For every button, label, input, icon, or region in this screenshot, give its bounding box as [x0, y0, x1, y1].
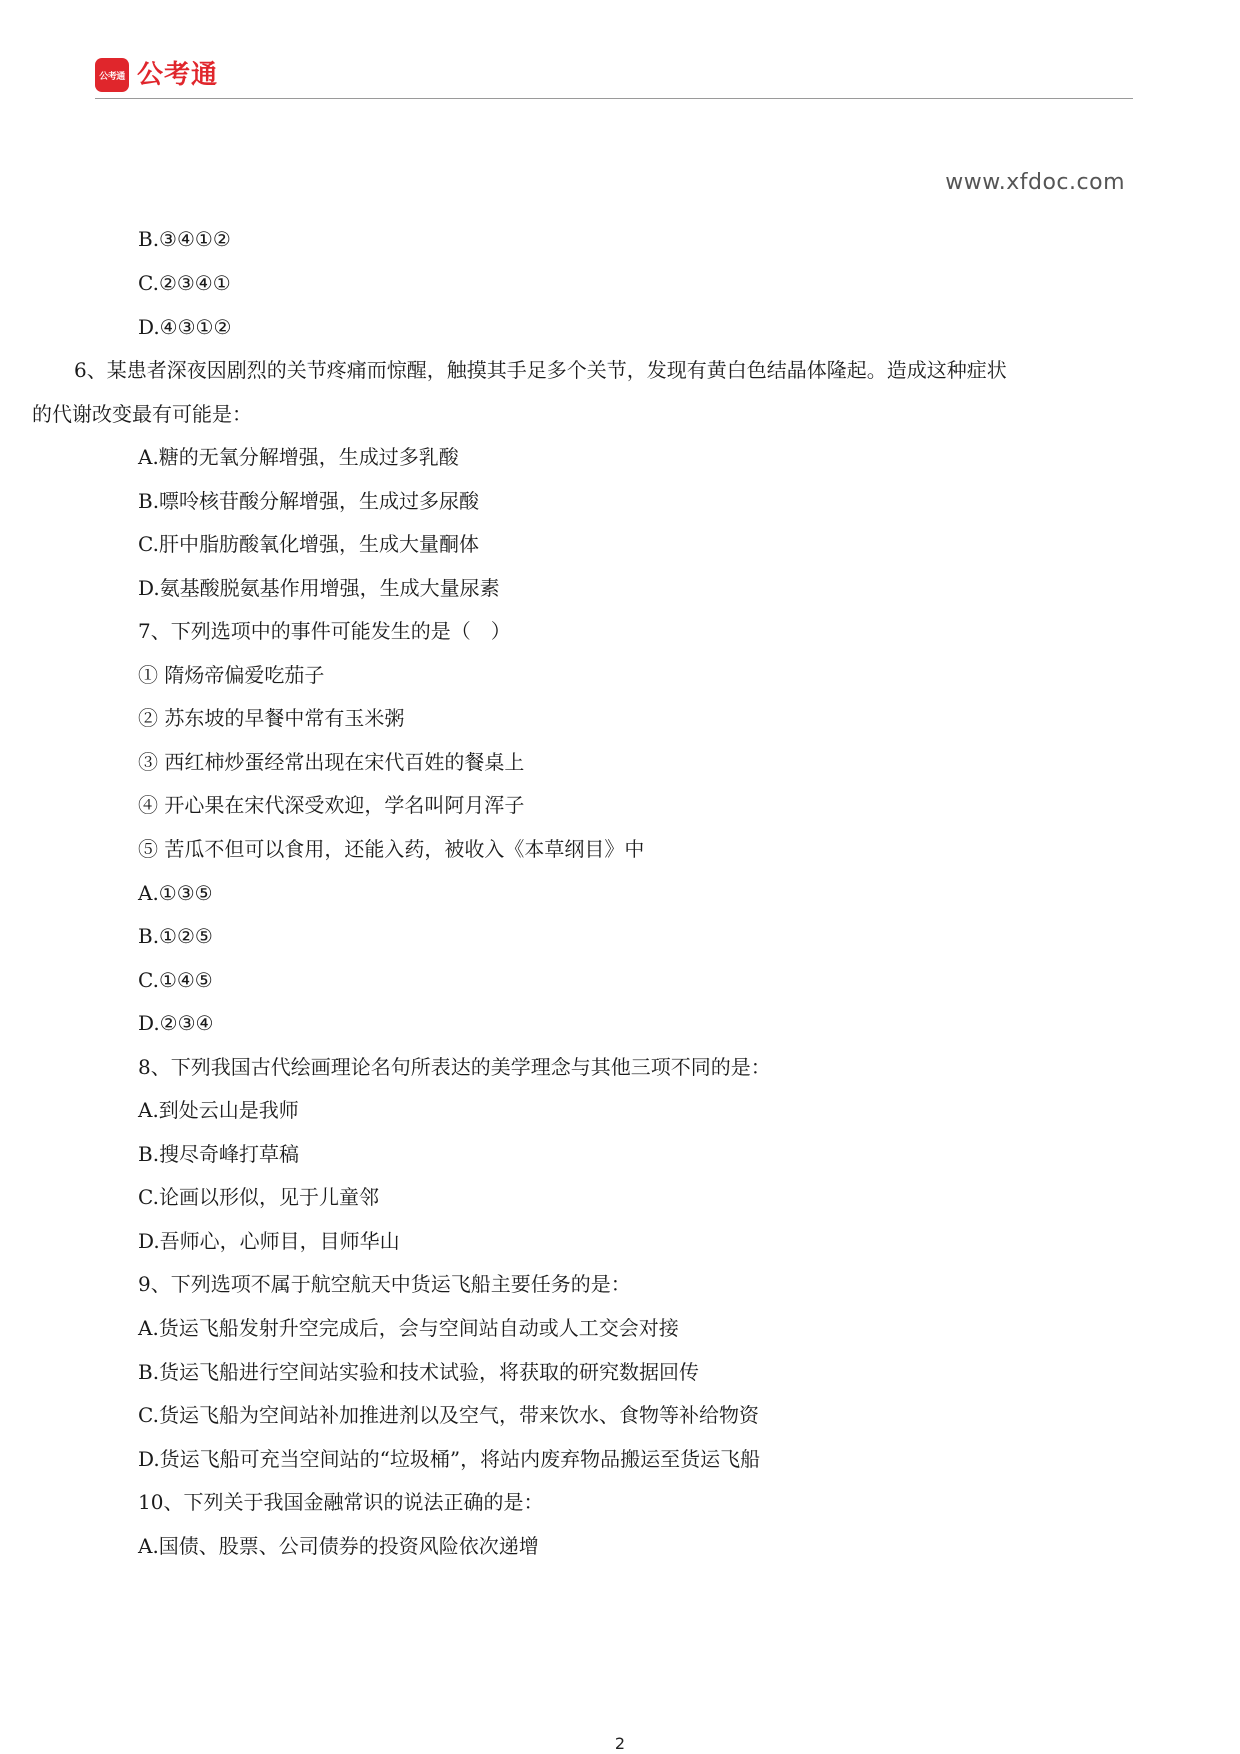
- option-line: A.糖的无氧分解增强，生成过多乳酸: [138, 445, 459, 469]
- option-line: A.①③⑤: [138, 881, 213, 905]
- brand-logo: [95, 58, 218, 92]
- option-line: A.国债、股票、公司债券的投资风险依次递增: [138, 1534, 539, 1558]
- option-line: D.氨基酸脱氨基作用增强，生成大量尿素: [138, 576, 500, 600]
- statement-line: ① 隋炀帝偏爱吃茄子: [138, 663, 325, 687]
- option-line: D.④③①②: [138, 315, 232, 339]
- logo-text: 公考通: [137, 60, 219, 90]
- option-line: A.到处云山是我师: [138, 1098, 299, 1122]
- logo-badge-icon: 公考通: [95, 58, 129, 92]
- statement-line: ② 苏东坡的早餐中常有玉米粥: [138, 706, 405, 730]
- question-line: 的代谢改变最有可能是：: [32, 402, 252, 426]
- option-line: B.嘌呤核苷酸分解增强，生成过多尿酸: [138, 489, 480, 513]
- question-line: 6、某患者深夜因剧烈的关节疼痛而惊醒，触摸其手足多个关节，发现有黄白色结晶体隆起。造成这种症状: [74, 358, 1007, 382]
- option-line: B.③④①②: [138, 227, 231, 251]
- option-line: C.肝中脂肪酸氧化增强，生成大量酮体: [138, 532, 479, 556]
- site-url: www.xfdoc.com: [945, 170, 1125, 195]
- option-line: C.论画以形似，见于儿童邻: [138, 1185, 379, 1209]
- question-line: 10、下列关于我国金融常识的说法正确的是：: [138, 1490, 544, 1514]
- option-line: A.货运飞船发射升空完成后，会与空间站自动或人工交会对接: [138, 1316, 679, 1340]
- question-line: 7、下列选项中的事件可能发生的是（ ）: [138, 619, 511, 643]
- question-line: 9、下列选项不属于航空航天中货运飞船主要任务的是：: [138, 1272, 631, 1296]
- statement-line: ⑤ 苦瓜不但可以食用，还能入药，被收入《本草纲目》中: [138, 837, 645, 861]
- option-line: D.②③④: [138, 1011, 214, 1035]
- option-line: B.搜尽奇峰打草稿: [138, 1142, 300, 1166]
- option-line: C.货运飞船为空间站补加推进剂以及空气，带来饮水、食物等补给物资: [138, 1403, 759, 1427]
- question-line: 8、下列我国古代绘画理论名句所表达的美学理念与其他三项不同的是：: [138, 1055, 771, 1079]
- option-line: D.吾师心，心师目，目师华山: [138, 1229, 400, 1253]
- statement-line: ④ 开心果在宋代深受欢迎，学名叫阿月浑子: [138, 793, 525, 817]
- statement-line: ③ 西红柿炒蛋经常出现在宋代百姓的餐桌上: [138, 750, 525, 774]
- option-line: B.货运飞船进行空间站实验和技术试验，将获取的研究数据回传: [138, 1360, 700, 1384]
- option-line: C.①④⑤: [138, 968, 213, 992]
- page-header: [95, 58, 1133, 99]
- page-number: 2: [614, 1734, 626, 1753]
- option-line: C.②③④①: [138, 271, 231, 295]
- option-line: D.货运飞船可充当空间站的“垃圾桶”，将站内废弃物品搬运至货运飞船: [138, 1447, 761, 1471]
- option-line: B.①②⑤: [138, 924, 213, 948]
